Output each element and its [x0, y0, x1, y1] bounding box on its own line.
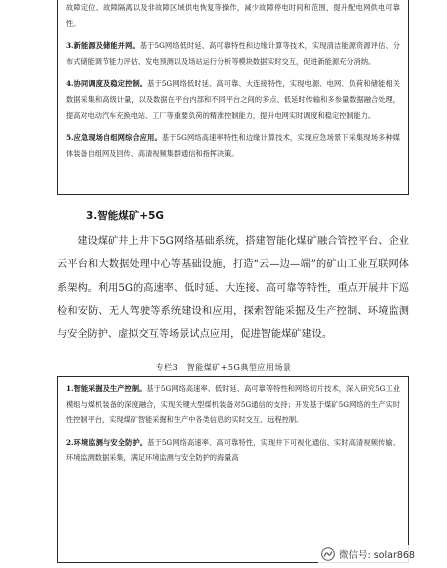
box-item-text: 基于5G网络高速率、低时延、高可靠等特性和网络切片技术，深入研究5G工业模组与煤机装备的深度融合，实现关键大型煤机装备对5G通信的支持；开发基于煤矿5G网络的生产实时性控制平台，实现煤矿智能采掘和生产中各类信息的实时交互、远程控制。	[66, 384, 400, 425]
body-paragraph	[57, 230, 409, 346]
box-item	[66, 435, 400, 466]
box-item-title: 3.新能源及储能并网。	[66, 41, 140, 51]
box-item-text: 基于5G网络低时延、高可靠、大连接特性，实现电源、电网、负荷和储能相关数据采集和高级计量，以及数据在平台内部和不同平台之间的多点、低延时传输和多参量数据融合处理，提高对电动汽车充换电站、工厂等重要负荷的精准控制能力，提升电网实时调度和稳定控制能力。	[66, 79, 400, 120]
section-heading: 3.智能煤矿+5G	[86, 210, 165, 222]
box-item-title: 2.环境监测与安全防护。	[66, 437, 148, 447]
box-item-text: 故障定位、故障隔离以及非故障区域供电恢复等操作，减少故障停电时间和范围，提升配电网供电可靠性。	[66, 3, 400, 28]
wechat-channel-icon	[321, 547, 335, 561]
box-item	[66, 381, 400, 428]
box-item-text: 基于5G网络高速率特性和边缘计算技术，实现应急场景下采集现场多种媒体装备自组网及回传、高清视频集群通信和指挥决策。	[66, 133, 400, 158]
box-item	[66, 38, 400, 69]
box-item-text: 基于5G网络低时延、高可靠特性和边缘计算等技术，实现清洁能源资源评估、分布式储能调节能力评估、发电预测以及场站运行分析等模块数据实时交互，促进新能源充分消纳。	[66, 41, 400, 66]
box-item-title: 1.智能采掘及生产控制。	[66, 384, 147, 393]
box-item	[66, 0, 400, 31]
sidebar-box-top	[57, 0, 409, 195]
watermark	[318, 545, 418, 563]
box-item-title: 5.应急现场自组网综合应用。	[66, 133, 162, 143]
sidebar-box-bottom	[57, 376, 409, 563]
box-item-text: 基于5G网络高速率、高可靠特性，实现井下可视化通信、实时高清视频传输、环境监测数据采集，满足环境监测与安全防护的海量高	[66, 437, 400, 463]
paragraph-text: 建设煤矿井上井下5G网络基础系统，搭建智能化煤矿融合管控平台、企业云平台和大数据处理中心等基础设施，打造“云—边—端”的矿山工业互联网体系架构。利用5G的高速率、低时延、大连接、高可靠等特性，重点开展井下巡检和安防、无人驾驶等系统建设和应用，探索智能采掘及生产控制、环境监测与安全防护、虚拟交互等场景试点应用，促进智能煤矿建设。	[57, 236, 409, 341]
watermark-text: 微信号: solar868	[339, 550, 415, 561]
box-item-title: 4.协同调度及稳定控制。	[66, 79, 148, 89]
box-item	[66, 130, 400, 161]
box-caption: 专栏3 智能煤矿+5G典型应用场景	[155, 363, 292, 372]
box-item	[66, 76, 400, 123]
